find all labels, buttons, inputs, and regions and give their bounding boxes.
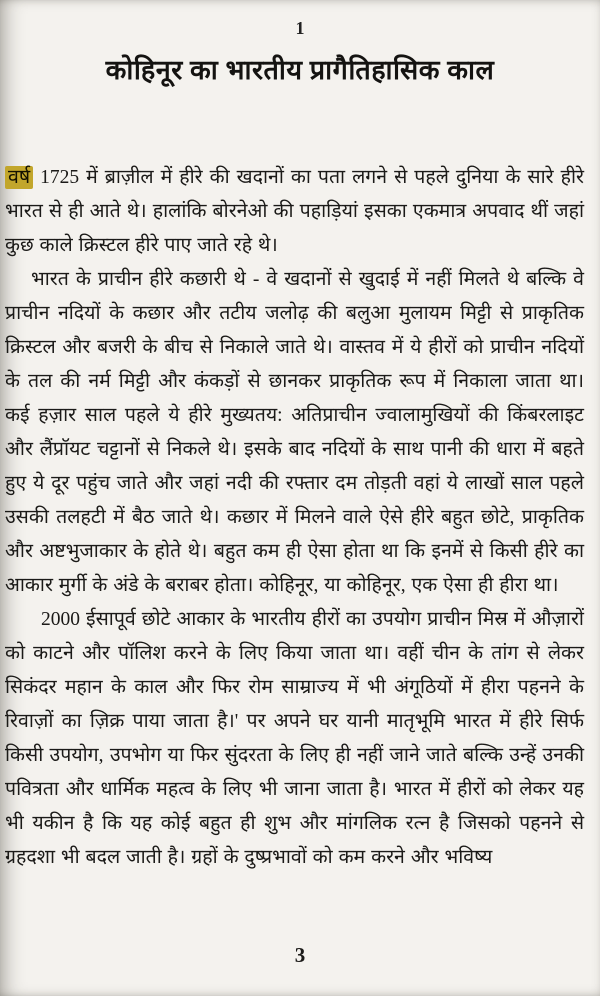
chapter-title: कोहिनूर का भारतीय प्रागैतिहासिक काल	[105, 55, 495, 85]
highlighted-word: वर्ष	[5, 166, 33, 189]
page-number-top: 1	[295, 18, 305, 38]
page-number-bottom: 3	[294, 943, 306, 967]
paragraph-3: 2000 ईसापूर्व छोटे आकार के भारतीय हीरों का उपयोग प्राचीन मिस्र में औज़ारों को काटने और पॉलिश करने के लिए किया जाता था। वहीं चीन के तांग से लेकर सिकंदर महान के काल और फिर रोम साम्राज्य में भी अंगूठियों में हीरा पहनने के रिवाज़ों का ज़िक्र पाया जाता है।' पर अपने घर यानी मातृभूमि भारत में हीरे सिर्फ किसी उपयोग, उपभोग या फिर सुंदरता के लिए ही नहीं जाने जाते बल्कि उन्हें उनकी पवित्रता और धार्मिक महत्व के लिए भी जाना जाता है। भारत में हीरों को लेकर यह भी यकीन है कि यह कोई बहुत ही शुभ और मांगलिक रत्न है जिसको पहनने से ग्रहदशा भी बदल जाती है। ग्रहों के दुष्प्रभावों को कम करने और भविष्य	[5, 609, 584, 868]
paragraph-2: भारत के प्राचीन हीरे कछारी थे - वे खदानों से खुदाई में नहीं मिलते थे बल्कि वे प्राचीन नदियों के कछार और तटीय जलोढ़ की बलुआ मुलायम मिट्टी से प्राकृतिक क्रिस्टल और बजरी के बीच से निकाले जाते थे। वास्तव में ये हीरों को प्राचीन नदियों के तल की नर्म मिट्टी और कंकड़ों से छानकर प्राकृतिक रूप में निकाला जाता था। कई हज़ार साल पहले ये हीरे मुख्यतय: अतिप्राचीन ज्वालामुखियों की किंबरलाइट और लैंप्रॉयट चट्टानों से निकले थे। इसके बाद नदियों के साथ पानी की धारा में बहते हुए ये दूर पहुंच जाते और जहां नदी की रफ्तार दम तोड़ती वहां ये लाखों साल पहले उसकी तलहटी में बैठ जाते थे। कछार में मिलने वाले ऐसे हीरे बहुत छोटे, प्राकृतिक और अष्टभुजाकार के होते थे। बहुत कम ही ऐसा होता था कि इनमें से किसी हीरे का आकार मुर्गी के अंडे के बराबर होता। कोहिनूर, या कोहिनूर, एक ऐसा ही हीरा था।	[5, 269, 584, 596]
paragraph-1	[5, 161, 584, 263]
body-text	[0, 161, 600, 875]
paragraph-1-text: 1725 में ब्राज़ील में हीरे की खदानों का पता लगने से पहले दुनिया के सारे हीरे भारत से ही आते थे। हालांकि बोरनेओ की पहाड़ियां इसका एकमात्र अपवाद थीं जहां कुछ काले क्रिस्टल हीरे पाए जाते रहे थे।	[5, 167, 584, 256]
